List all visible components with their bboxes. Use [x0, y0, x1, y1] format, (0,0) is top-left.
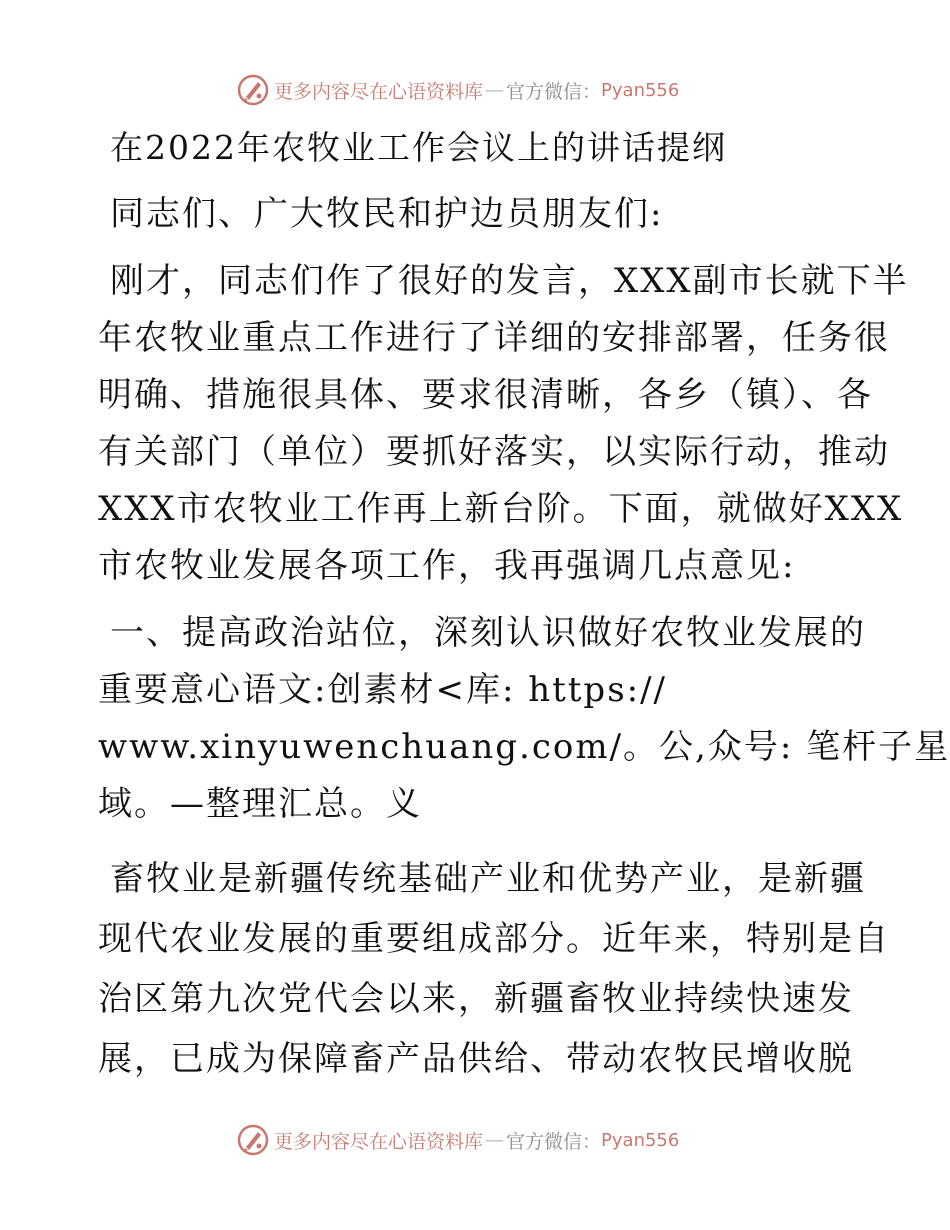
- watermark-wechat-id: Pyan556: [601, 1129, 680, 1151]
- watermark-separator: —: [485, 79, 505, 101]
- greeting-line: 同志们、广大牧民和护边员朋友们:: [110, 194, 664, 234]
- logo-icon: [236, 73, 270, 107]
- watermark-text: 更多内容尽在心语资料库: [274, 80, 484, 103]
- paragraph-line: 畜牧业是新疆传统基础产业和优势产业，是新疆: [110, 859, 866, 899]
- paragraph-line: 展，已成为保障畜产品供给、带动农牧民增收脱: [98, 1039, 854, 1079]
- paragraph-line: 明确、措施很具体、要求很清晰，各乡（镇）、各: [98, 375, 873, 415]
- header-watermark: [236, 72, 679, 108]
- section-line: 重要意心语文:创素材<库: https://: [98, 670, 668, 710]
- document-body: [98, 122, 950, 1099]
- watermark-official-label: 官方微信：: [506, 1130, 602, 1153]
- paragraph-line: XXX市农牧业工作再上新台阶。下面，就做好XXX: [98, 489, 904, 529]
- paragraph-2: [98, 849, 890, 1089]
- paragraph-1: [98, 253, 909, 595]
- watermark-wechat-id: Pyan556: [601, 79, 680, 101]
- paragraph-line: 有关部门（单位）要抓好落实，以实际行动，推动: [98, 432, 890, 472]
- footer-watermark: [236, 1122, 679, 1158]
- paragraph-line: 治区第九次党代会以来，新疆畜牧业持续快速发: [98, 979, 854, 1019]
- watermark-separator: —: [485, 1129, 505, 1151]
- logo-icon: [236, 1123, 270, 1157]
- section-line: www.xinyuwenchuang.com/。公,众号: 笔杆子星: [98, 727, 950, 767]
- paragraph-line: 刚才，同志们作了很好的发言，XXX副市长就下半: [110, 261, 909, 301]
- section-line: 域。—整理汇总。义: [98, 784, 422, 824]
- paragraph-line: 年农牧业重点工作进行了详细的安排部署，任务很: [98, 318, 890, 358]
- watermark-official-label: 官方微信：: [506, 80, 602, 103]
- paragraph-line: 市农牧业发展各项工作，我再强调几点意见:: [98, 546, 796, 586]
- section-heading-1: [98, 605, 950, 833]
- section-line: 一、提高政治站位，深刻认识做好农牧业发展的: [110, 613, 866, 653]
- watermark-text: 更多内容尽在心语资料库: [274, 1130, 484, 1153]
- document-title: 在2022年农牧业工作会议上的讲话提纲: [110, 128, 727, 167]
- paragraph-line: 现代农业发展的重要组成部分。近年来，特别是自: [98, 919, 890, 959]
